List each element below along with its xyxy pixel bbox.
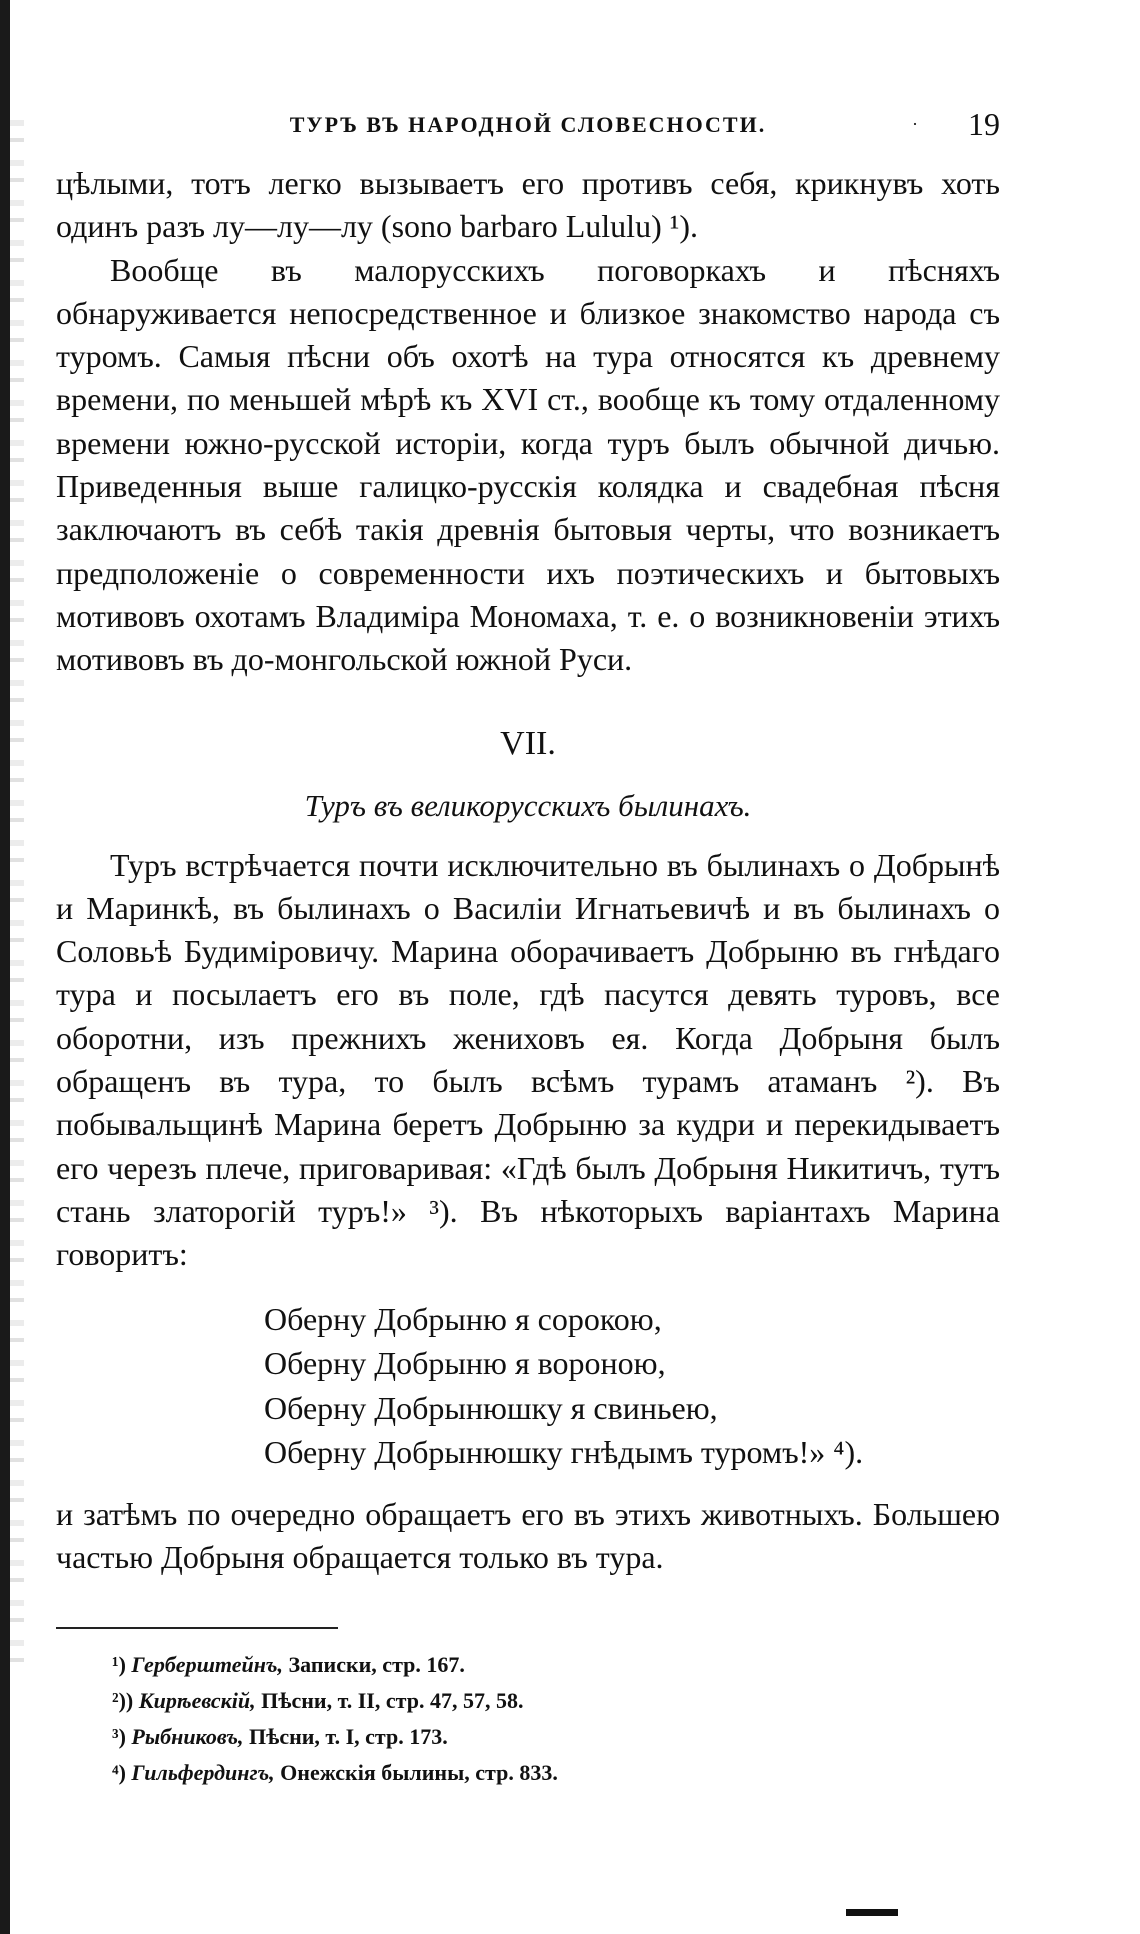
book-page (56, 104, 1000, 1791)
footnote-mark: ³) (112, 1724, 126, 1750)
footnote-author: Герберштейнъ, (131, 1652, 284, 1678)
verse-line: Оберну Добрынюшку я свиньею, (264, 1389, 718, 1426)
running-head-dot: · (912, 114, 918, 134)
verse-block (264, 1297, 1000, 1475)
footnote-text: Пѣсни, т. II, стр. 47, 57, 58. (261, 1688, 524, 1714)
footnote (112, 1755, 1000, 1791)
footnote-mark: ²)) (112, 1688, 134, 1714)
corner-ink-mark (846, 1909, 898, 1916)
page-number: 19 (968, 106, 1000, 142)
footnote (112, 1719, 1000, 1755)
verse-line: Оберну Добрыню я вороною, (264, 1345, 666, 1382)
footnote (112, 1647, 1000, 1683)
footnote-rule (56, 1627, 338, 1629)
verse-line: Оберну Добрыню я сорокою, (264, 1300, 662, 1337)
footnotes (112, 1647, 1000, 1791)
verse-line: Оберну Добрынюшку гнѣдымъ туромъ!» ⁴). (264, 1434, 864, 1471)
footnote-text: Записки, стр. 167. (288, 1652, 465, 1678)
footnote-text: Пѣсни, т. I, стр. 173. (249, 1724, 448, 1750)
paragraph-malorussian: Вообще въ малорусскихъ поговоркахъ и пѣсняхъ обнаруживается непосредственное и близкое знакомство народа съ туромъ. Самыя пѣсни объ охотѣ на тура относятся къ древнему времени, по меньшей мѣрѣ къ XVI ст., вообще къ тому отдаленному времени южно-русской исторіи, когда туръ былъ обычной дичью. Приведенныя выше галицко-русскія колядка и свадебная пѣсня заключаютъ въ себѣ такія древнія бытовыя черты, что возникаетъ предположеніе о современности ихъ поэтическихъ и бытовыхъ мотивовъ охотамъ Владиміра Мономаха, т. е. о возникновеніи этихъ мотивовъ въ до-монгольской южной Руси. (56, 251, 1000, 678)
running-head-title: ТУРЪ ВЪ НАРОДНОЙ СЛОВЕСНОСТИ. (289, 112, 767, 137)
footnote-author: Кирѣевскій, (138, 1688, 256, 1714)
facing-page-bleed (10, 120, 24, 1680)
footnote-mark: ⁴) (112, 1760, 126, 1786)
paragraph-dobrynya: Туръ встрѣчается почти исключительно въ былинахъ о Добрынѣ и Маринкѣ, въ былинахъ о Василіи Игнатьевичѣ и въ былинахъ о Соловьѣ Будиміровичу. Марина оборачиваетъ Добрыню въ гнѣдаго тура и посылаетъ его въ поле, гдѣ пасутся девять туровъ, все оборотни, изъ прежнихъ жениховъ ея. Когда Добрыня былъ обращенъ въ тура, то былъ всѣмъ турамъ атаманъ ²). Въ побывальщинѣ Марина беретъ Добрыню за кудри и перекидываетъ его черезъ плече, приговаривая: «Гдѣ былъ Добрыня Никитичъ, тутъ стань златорогій туръ!» ³). Въ нѣкоторыхъ варіантахъ Марина говоритъ: (56, 846, 1000, 1273)
book-binding-edge (0, 0, 10, 1934)
footnote (112, 1683, 1000, 1719)
paragraph-closing: и затѣмъ по очередно обращаетъ его въ этихъ животныхъ. Большею частью Добрыня обращается только въ тура. (56, 1495, 1000, 1575)
footnote-author: Гильфердингъ, (131, 1760, 275, 1786)
footnote-mark: ¹) (112, 1652, 126, 1678)
footnote-author: Рыбниковъ, (131, 1724, 244, 1750)
paragraph-continued: цѣлыми, тотъ легко вызываетъ его противъ себя, крикнувъ хоть одинъ разъ лу—лу—лу (sono barbaro Lululu) ¹). (56, 165, 1000, 245)
footnote-text: Онежскія былины, стр. 833. (280, 1760, 558, 1786)
section-title: Туръ въ великорусскихъ былинахъ. (304, 787, 752, 823)
section-number: VII. (500, 724, 556, 762)
running-head (56, 104, 1000, 144)
